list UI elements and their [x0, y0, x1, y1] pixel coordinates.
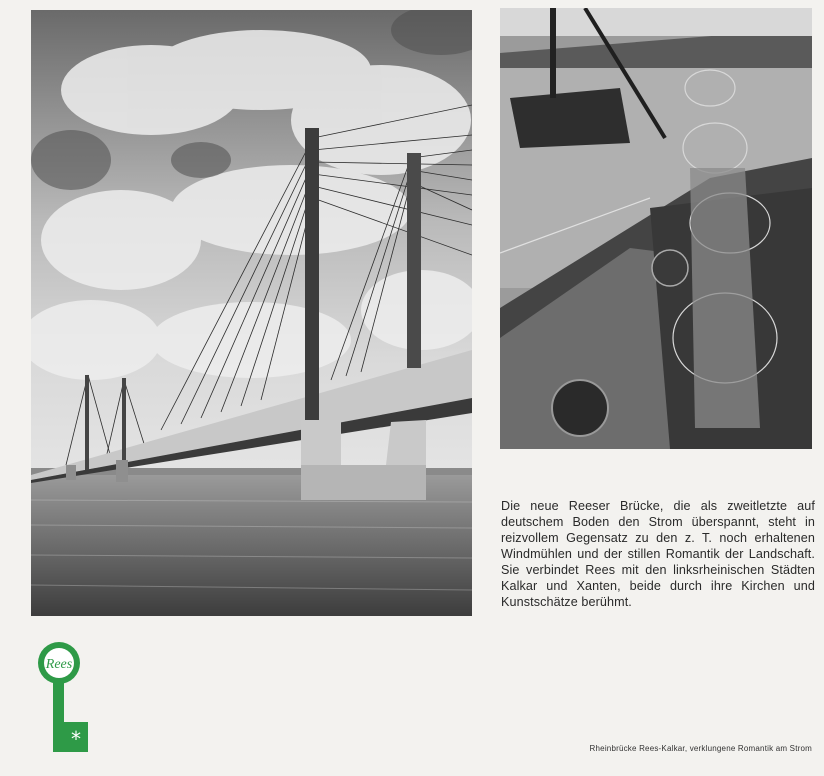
- svg-text:Rees: Rees: [45, 657, 73, 672]
- description-caption: Die neue Reeser Brücke, die als zweitletzte auf deutschem Boden den Strom überspannt, steht in reizvollem Gegensatz zu den z. T. noch erhaltenen Windmühlen und der stillen Romantik der Landschaft. Sie verbindet Rees mit den linksrheinischen Städten Kalkar und Xanten, beide durch ihre Kirchen und Kunstschätze berühmt.: [501, 499, 815, 609]
- fishing-boat-photo: [500, 8, 812, 449]
- svg-text:*: *: [71, 727, 81, 751]
- footer-caption: Rheinbrücke Rees-Kalkar, verklungene Romantik am Strom: [589, 744, 812, 753]
- bridge-photo: [31, 10, 472, 616]
- key-logo-icon: [32, 642, 92, 754]
